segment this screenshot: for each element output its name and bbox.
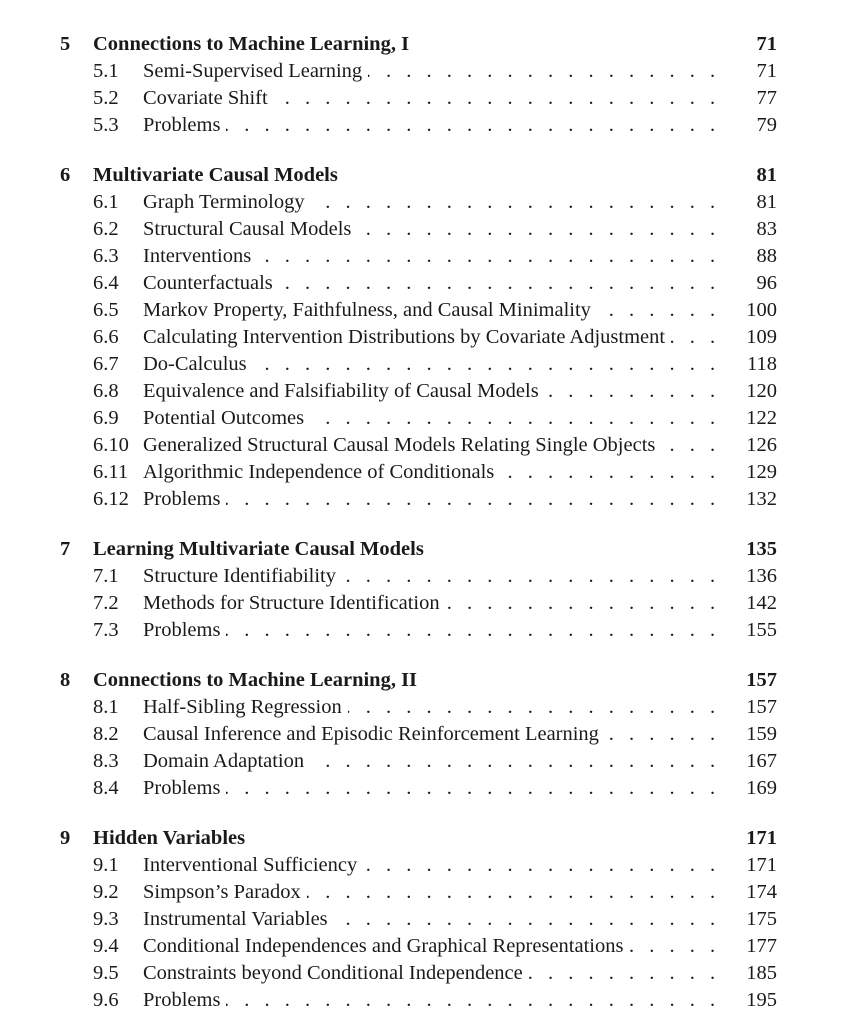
- section-page-number: 175: [746, 908, 777, 930]
- section-title: Do-Calculus: [143, 353, 253, 375]
- dot-leader: [143, 243, 728, 270]
- section-title: Generalized Structural Causal Models Relating Single Objects: [143, 434, 661, 456]
- chapter-page-number: 81: [756, 164, 777, 186]
- chapter-title: Hidden Variables: [93, 827, 246, 849]
- section-entry[interactable]: [0, 189, 845, 216]
- dot-leader: [143, 906, 728, 933]
- section-page-number: 83: [756, 218, 777, 240]
- chapter-page-number: 135: [746, 538, 777, 560]
- section-page-number: 171: [746, 854, 777, 876]
- section-title: Methods for Structure Identification: [143, 592, 446, 614]
- section-title: Problems: [143, 488, 226, 510]
- section-page-number: 136: [746, 565, 777, 587]
- section-title: Interventional Sufficiency: [143, 854, 363, 876]
- section-page-number: 122: [746, 407, 777, 429]
- section-number: 5.1: [93, 60, 119, 82]
- section-number: 6.5: [93, 299, 119, 321]
- section-number: 6.11: [93, 461, 129, 483]
- dot-leader: [143, 590, 728, 617]
- section-entry[interactable]: [0, 775, 845, 802]
- dot-leader: [143, 852, 728, 879]
- section-page-number: 118: [747, 353, 777, 375]
- section-page-number: 109: [746, 326, 777, 348]
- section-title: Half-Sibling Regression: [143, 696, 348, 718]
- section-page-number: 159: [746, 723, 777, 745]
- section-entry[interactable]: [0, 432, 845, 459]
- dot-leader: [143, 432, 728, 459]
- section-entry[interactable]: [0, 324, 845, 351]
- section-page-number: 120: [746, 380, 777, 402]
- section-page-number: 174: [746, 881, 777, 903]
- section-entry[interactable]: [0, 879, 845, 906]
- chapter-heading[interactable]: [0, 535, 845, 563]
- section-title: Structure Identifiability: [143, 565, 342, 587]
- section-page-number: 77: [756, 87, 777, 109]
- section-page-number: 185: [746, 962, 777, 984]
- section-number: 5.3: [93, 114, 119, 136]
- section-title: Problems: [143, 114, 226, 136]
- chapter-heading[interactable]: [0, 824, 845, 852]
- chapter-page-number: 157: [746, 669, 777, 691]
- section-page-number: 142: [746, 592, 777, 614]
- section-number: 6.12: [93, 488, 129, 510]
- section-entry[interactable]: [0, 85, 845, 112]
- dot-leader: [143, 617, 728, 644]
- section-number: 9.3: [93, 908, 119, 930]
- section-number: 9.2: [93, 881, 119, 903]
- section-entry[interactable]: [0, 590, 845, 617]
- chapter-heading[interactable]: [0, 161, 845, 189]
- section-page-number: 155: [746, 619, 777, 641]
- chapter-title: Connections to Machine Learning, I: [93, 33, 410, 55]
- section-page-number: 167: [746, 750, 777, 772]
- section-entry[interactable]: [0, 405, 845, 432]
- dot-leader: [143, 459, 728, 486]
- chapter-number: 5: [60, 33, 71, 55]
- section-number: 9.1: [93, 854, 119, 876]
- section-page-number: 79: [756, 114, 777, 136]
- section-number: 6.4: [93, 272, 119, 294]
- section-entry[interactable]: [0, 351, 845, 378]
- dot-leader: [143, 879, 728, 906]
- chapter-page-number: 171: [746, 827, 777, 849]
- section-number: 6.3: [93, 245, 119, 267]
- section-number: 5.2: [93, 87, 119, 109]
- dot-leader: [143, 351, 728, 378]
- section-entry[interactable]: [0, 933, 845, 960]
- section-title: Structural Causal Models: [143, 218, 357, 240]
- section-title: Instrumental Variables: [143, 908, 334, 930]
- dot-leader: [143, 721, 728, 748]
- section-entry[interactable]: [0, 694, 845, 721]
- section-page-number: 132: [746, 488, 777, 510]
- section-number: 6.1: [93, 191, 119, 213]
- section-page-number: 126: [746, 434, 777, 456]
- section-entry[interactable]: [0, 216, 845, 243]
- chapter-number: 7: [60, 538, 71, 560]
- section-title: Problems: [143, 989, 226, 1011]
- section-title: Algorithmic Independence of Conditionals: [143, 461, 500, 483]
- section-number: 9.6: [93, 989, 119, 1011]
- section-entry[interactable]: [0, 563, 845, 590]
- chapter-page-number: 71: [756, 33, 777, 55]
- section-number: 9.4: [93, 935, 119, 957]
- dot-leader: [143, 563, 728, 590]
- section-number: 9.5: [93, 962, 119, 984]
- chapter-block: [0, 30, 845, 139]
- section-number: 6.6: [93, 326, 119, 348]
- section-entry[interactable]: [0, 852, 845, 879]
- dot-leader: [143, 58, 728, 85]
- section-number: 7.3: [93, 619, 119, 641]
- dot-leader: [143, 486, 728, 513]
- section-page-number: 129: [746, 461, 777, 483]
- section-number: 6.10: [93, 434, 129, 456]
- dot-leader: [143, 85, 728, 112]
- section-title: Equivalence and Falsifiability of Causal Models: [143, 380, 545, 402]
- section-title: Markov Property, Faithfulness, and Causal Minimality: [143, 299, 597, 321]
- section-entry[interactable]: [0, 748, 845, 775]
- section-number: 6.2: [93, 218, 119, 240]
- section-entry[interactable]: [0, 378, 845, 405]
- section-title: Conditional Independences and Graphical Representations: [143, 935, 629, 957]
- dot-leader: [143, 297, 728, 324]
- section-page-number: 100: [746, 299, 777, 321]
- section-number: 7.1: [93, 565, 119, 587]
- section-title: Problems: [143, 777, 226, 799]
- section-number: 6.8: [93, 380, 119, 402]
- section-entry[interactable]: [0, 960, 845, 987]
- section-number: 8.1: [93, 696, 119, 718]
- section-number: 8.2: [93, 723, 119, 745]
- chapter-heading[interactable]: [0, 666, 845, 694]
- dot-leader: [143, 694, 728, 721]
- section-number: 7.2: [93, 592, 119, 614]
- section-page-number: 81: [756, 191, 777, 213]
- section-page-number: 96: [756, 272, 777, 294]
- section-entry[interactable]: [0, 297, 845, 324]
- section-entry[interactable]: [0, 486, 845, 513]
- section-entry[interactable]: [0, 987, 845, 1014]
- section-title: Semi-Supervised Learning: [143, 60, 368, 82]
- section-number: 6.7: [93, 353, 119, 375]
- chapter-number: 6: [60, 164, 71, 186]
- section-number: 8.4: [93, 777, 119, 799]
- dot-leader: [143, 987, 728, 1014]
- section-page-number: 195: [746, 989, 777, 1011]
- section-entry[interactable]: [0, 721, 845, 748]
- dot-leader: [143, 960, 728, 987]
- section-entry[interactable]: [0, 58, 845, 85]
- chapter-title: Connections to Machine Learning, II: [93, 669, 418, 691]
- chapter-block: [0, 161, 845, 513]
- section-title: Problems: [143, 619, 226, 641]
- section-title: Calculating Intervention Distributions by Covariate Adjustment: [143, 326, 671, 348]
- chapter-heading[interactable]: [0, 30, 845, 58]
- dot-leader: [143, 775, 728, 802]
- chapter-block: [0, 535, 845, 644]
- section-page-number: 71: [756, 60, 777, 82]
- chapter-block: [0, 666, 845, 802]
- section-page-number: 169: [746, 777, 777, 799]
- section-page-number: 88: [756, 245, 777, 267]
- section-entry[interactable]: [0, 906, 845, 933]
- dot-leader: [143, 748, 728, 775]
- section-page-number: 157: [746, 696, 777, 718]
- section-title: Constraints beyond Conditional Independence: [143, 962, 529, 984]
- section-entry[interactable]: [0, 112, 845, 139]
- section-page-number: 177: [746, 935, 777, 957]
- dot-leader: [143, 112, 728, 139]
- dot-leader: [143, 405, 728, 432]
- section-entry[interactable]: [0, 459, 845, 486]
- dot-leader: [143, 189, 728, 216]
- dot-leader: [143, 378, 728, 405]
- section-title: Domain Adaptation: [143, 750, 310, 772]
- section-entry[interactable]: [0, 243, 845, 270]
- chapter-title: Learning Multivariate Causal Models: [93, 538, 424, 560]
- dot-leader: [143, 216, 728, 243]
- section-entry[interactable]: [0, 617, 845, 644]
- dot-leader: [143, 933, 728, 960]
- section-number: 8.3: [93, 750, 119, 772]
- section-title: Potential Outcomes: [143, 407, 310, 429]
- table-of-contents: [0, 30, 845, 1036]
- section-title: Graph Terminology: [143, 191, 311, 213]
- section-number: 6.9: [93, 407, 119, 429]
- section-entry[interactable]: [0, 270, 845, 297]
- chapter-number: 9: [60, 827, 71, 849]
- dot-leader: [143, 270, 728, 297]
- chapter-number: 8: [60, 669, 71, 691]
- section-title: Interventions: [143, 245, 257, 267]
- chapter-title: Multivariate Causal Models: [93, 164, 338, 186]
- section-title: Causal Inference and Episodic Reinforcement Learning: [143, 723, 605, 745]
- dot-leader: [143, 324, 728, 351]
- section-title: Counterfactuals: [143, 272, 279, 294]
- section-title: Covariate Shift: [143, 87, 274, 109]
- chapter-block: [0, 824, 845, 1014]
- section-title: Simpson’s Paradox: [143, 881, 307, 903]
